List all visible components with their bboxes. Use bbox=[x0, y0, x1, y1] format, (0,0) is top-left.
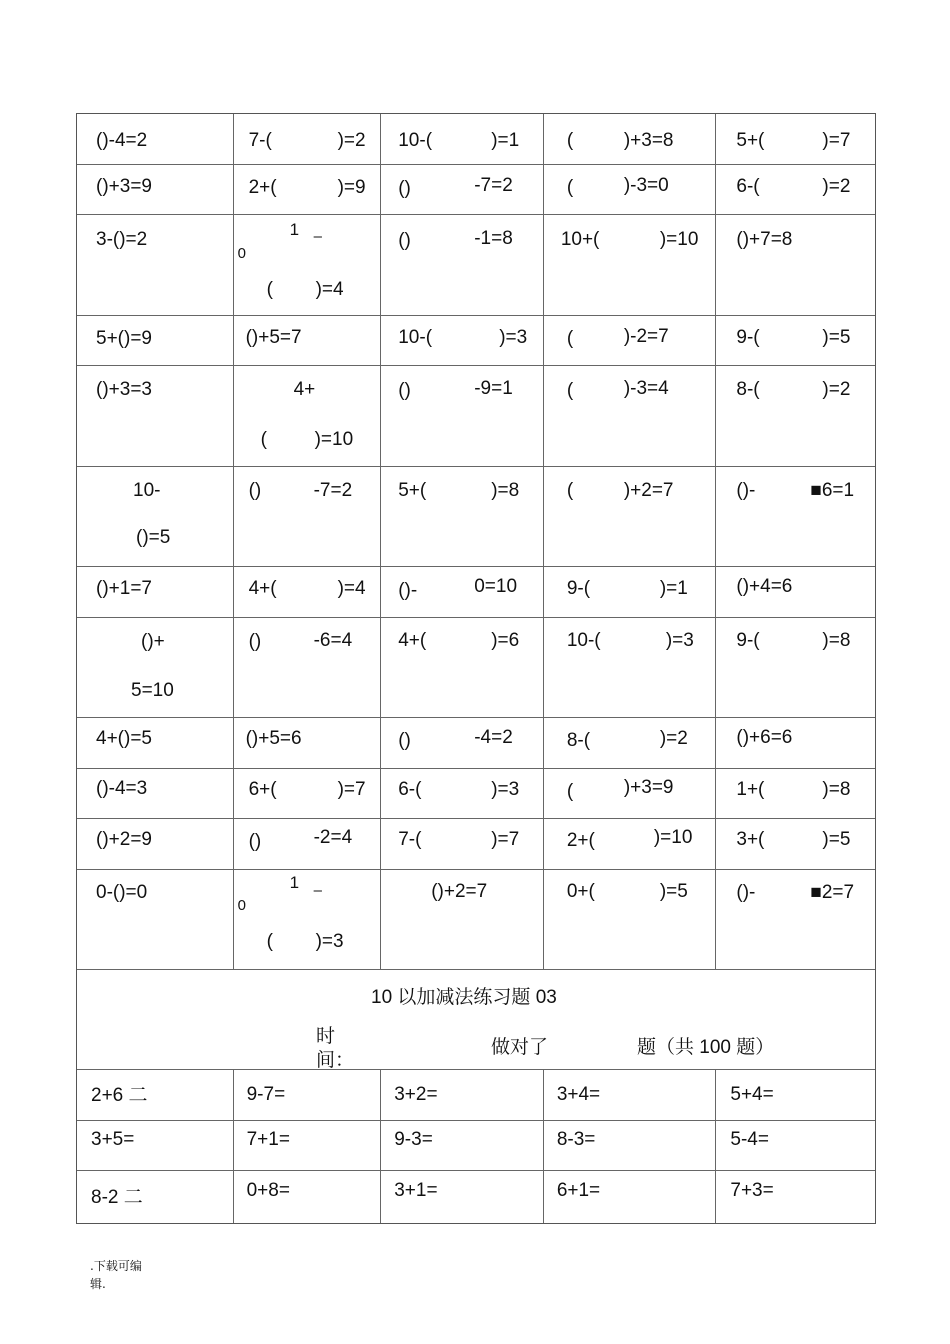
problem-text: 0-()=0 bbox=[96, 882, 148, 903]
problem-text: ()+2=7 bbox=[431, 881, 488, 902]
problem-cell bbox=[381, 316, 544, 365]
problem-cell bbox=[234, 718, 382, 768]
problem-text: )-3=0 bbox=[623, 175, 669, 196]
problem-text: ()+7=8 bbox=[736, 229, 793, 250]
problem-cell bbox=[234, 114, 382, 164]
practice-text: 3+1= bbox=[394, 1180, 438, 1201]
problem-text: )=5 bbox=[659, 881, 688, 902]
problem-text: -6=4 bbox=[313, 630, 353, 651]
practice-cell bbox=[544, 1121, 717, 1170]
problem-text: -2=4 bbox=[313, 827, 353, 848]
problem-text: ()- bbox=[736, 480, 756, 501]
problem-text: 3+( bbox=[736, 829, 765, 850]
problem-text: 5+( bbox=[736, 130, 765, 151]
table-row bbox=[77, 1070, 875, 1121]
problem-cell bbox=[234, 870, 382, 969]
problem-text: () bbox=[398, 730, 411, 751]
problem-cell bbox=[77, 567, 234, 617]
table-row bbox=[77, 1121, 875, 1171]
problem-text: )=8 bbox=[822, 779, 851, 800]
problem-cell bbox=[381, 165, 544, 214]
problem-text: ■6=1 bbox=[810, 480, 855, 501]
problem-cell bbox=[716, 114, 875, 164]
problem-text: )=3 bbox=[665, 630, 694, 651]
problem-cell bbox=[716, 618, 875, 717]
problem-cell bbox=[544, 114, 717, 164]
problem-text: 10- bbox=[133, 480, 161, 501]
worksheet-header bbox=[77, 970, 875, 1070]
problem-text: )=5 bbox=[822, 327, 851, 348]
problem-text: 5+()=9 bbox=[96, 328, 152, 349]
problem-cell bbox=[716, 165, 875, 214]
problem-text: 4+()=5 bbox=[96, 728, 152, 749]
practice-text: 5+4= bbox=[730, 1084, 774, 1105]
practice-text: 3+2= bbox=[394, 1084, 438, 1105]
problem-text: )=8 bbox=[822, 630, 851, 651]
table-row bbox=[77, 215, 875, 316]
practice-cell bbox=[716, 1171, 875, 1223]
problem-text: )=7 bbox=[822, 130, 851, 151]
practice-cell bbox=[77, 1171, 234, 1223]
problem-text: 10-( bbox=[566, 630, 601, 651]
problem-text: )-2=7 bbox=[623, 326, 669, 347]
problem-cell bbox=[77, 467, 234, 566]
problem-text: 0 bbox=[237, 245, 246, 262]
practice-text: 0+8= bbox=[246, 1180, 290, 1201]
problem-cell bbox=[77, 165, 234, 214]
problem-text: -9=1 bbox=[474, 378, 513, 399]
problem-text: )=10 bbox=[314, 429, 354, 450]
table-row bbox=[77, 316, 875, 366]
problem-cell bbox=[544, 870, 717, 969]
total-count-label: 题（共 100 题） bbox=[637, 1037, 775, 1058]
problem-cell bbox=[77, 366, 234, 466]
problem-text: )=7 bbox=[337, 779, 366, 800]
problem-cell bbox=[234, 165, 382, 214]
problem-text: 10+( bbox=[560, 229, 600, 250]
practice-text: 2+6 二 bbox=[91, 1085, 148, 1106]
problem-text: ()- bbox=[398, 580, 418, 601]
problem-cell bbox=[716, 819, 875, 869]
problem-text: ()+5=7 bbox=[245, 327, 302, 348]
table-row bbox=[77, 618, 875, 718]
practice-cell bbox=[716, 1070, 875, 1120]
problem-cell bbox=[381, 215, 544, 315]
practice-text: 3+4= bbox=[556, 1084, 601, 1105]
practice-cell bbox=[234, 1070, 382, 1120]
problem-text: )=10 bbox=[653, 827, 693, 848]
problem-cell bbox=[544, 618, 717, 717]
problem-cell bbox=[77, 769, 234, 818]
table-row bbox=[77, 718, 875, 769]
problem-text: 4+( bbox=[398, 630, 427, 651]
problem-text: )=5 bbox=[822, 829, 851, 850]
time-label: 时 bbox=[316, 1026, 336, 1047]
problem-text: ( bbox=[566, 130, 574, 151]
problem-cell bbox=[716, 316, 875, 365]
problem-cell bbox=[234, 215, 382, 315]
correct-count-label: 做对了 bbox=[491, 1037, 549, 1058]
practice-cell bbox=[544, 1070, 717, 1120]
problem-cell bbox=[544, 215, 717, 315]
problem-cell bbox=[544, 769, 717, 818]
problem-text: () bbox=[398, 178, 411, 199]
problem-text: -7=2 bbox=[313, 480, 353, 501]
problem-cell bbox=[544, 316, 717, 365]
problem-text: ()+3=3 bbox=[96, 379, 152, 400]
problem-text: ()=5 bbox=[136, 527, 171, 548]
problem-text: ()-4=3 bbox=[96, 778, 148, 799]
problem-text: )=6 bbox=[491, 630, 520, 651]
problem-text: ()-4=2 bbox=[96, 130, 148, 151]
problem-cell bbox=[716, 870, 875, 969]
problem-text: ( bbox=[566, 781, 574, 802]
problem-text: 6+( bbox=[248, 779, 277, 800]
problem-text: () bbox=[248, 631, 262, 652]
problem-text: ( bbox=[566, 480, 574, 501]
problem-text: ()- bbox=[736, 882, 756, 903]
problem-cell bbox=[544, 366, 717, 466]
problem-text: – bbox=[313, 882, 322, 899]
problem-text: ()+2=9 bbox=[96, 829, 152, 850]
practice-text: 7+1= bbox=[246, 1129, 290, 1150]
practice-text: 3+5= bbox=[91, 1129, 135, 1150]
practice-text: 9-3= bbox=[394, 1129, 433, 1150]
problem-cell bbox=[381, 870, 544, 969]
problem-text: 9-( bbox=[736, 327, 760, 348]
problem-cell bbox=[77, 870, 234, 969]
problem-text: -7=2 bbox=[474, 175, 513, 196]
problem-cell bbox=[716, 366, 875, 466]
problem-cell bbox=[381, 366, 544, 466]
problem-text: – bbox=[313, 228, 322, 245]
problem-cell bbox=[544, 467, 717, 566]
problem-cell bbox=[234, 467, 382, 566]
problem-cell bbox=[716, 467, 875, 566]
table-row bbox=[77, 567, 875, 618]
problem-text: )=2 bbox=[822, 176, 851, 197]
problem-cell bbox=[234, 769, 382, 818]
practice-cell bbox=[234, 1171, 382, 1223]
problem-cell bbox=[234, 316, 382, 365]
problem-cell bbox=[234, 567, 382, 617]
practice-text: 8-2 二 bbox=[91, 1187, 143, 1208]
problem-text: ()+5=6 bbox=[245, 728, 302, 749]
problem-text: () bbox=[248, 480, 262, 501]
problem-cell bbox=[716, 215, 875, 315]
problem-text: )=2 bbox=[337, 130, 366, 151]
problem-text: )+2=7 bbox=[623, 480, 674, 501]
problem-text: )=8 bbox=[491, 480, 520, 501]
problem-cell bbox=[77, 819, 234, 869]
problem-text: )=3 bbox=[315, 931, 344, 952]
practice-cell bbox=[381, 1121, 544, 1170]
worksheet-table bbox=[76, 113, 876, 1224]
practice-cell bbox=[234, 1121, 382, 1170]
table-row bbox=[77, 467, 875, 567]
problem-cell bbox=[716, 769, 875, 818]
problem-text: 0 bbox=[237, 897, 246, 914]
table-row bbox=[77, 769, 875, 819]
problem-text: )=1 bbox=[659, 578, 688, 599]
problem-text: )=4 bbox=[315, 279, 344, 300]
time-label: 间： bbox=[316, 1050, 355, 1071]
problem-text: ■2=7 bbox=[810, 882, 855, 903]
problem-text: () bbox=[398, 230, 411, 251]
table-row bbox=[77, 1171, 875, 1223]
problem-cell bbox=[234, 819, 382, 869]
problem-cell bbox=[544, 819, 717, 869]
problem-text: ()+3=9 bbox=[96, 176, 152, 197]
problem-cell bbox=[716, 567, 875, 617]
problem-text: )=9 bbox=[337, 177, 366, 198]
problem-text: )-3=4 bbox=[623, 378, 669, 399]
problem-text: )+3=8 bbox=[623, 130, 674, 151]
problem-cell bbox=[716, 718, 875, 768]
table-row bbox=[77, 870, 875, 970]
problem-text: )+3=9 bbox=[623, 777, 674, 798]
problem-text: () bbox=[398, 380, 411, 401]
problem-text: 7-( bbox=[248, 130, 272, 151]
problem-text: 9-( bbox=[566, 578, 591, 599]
problem-text: ( bbox=[260, 429, 267, 450]
footer-note bbox=[90, 1257, 160, 1293]
problem-cell bbox=[381, 467, 544, 566]
table-row bbox=[77, 165, 875, 215]
practice-cell bbox=[716, 1121, 875, 1170]
table-row bbox=[77, 819, 875, 870]
problem-text: ( bbox=[566, 380, 574, 401]
problem-text: 5+( bbox=[398, 480, 427, 501]
problem-text: )=4 bbox=[337, 578, 366, 599]
table-row bbox=[77, 366, 875, 467]
problem-text: )=1 bbox=[491, 130, 520, 151]
practice-cell bbox=[381, 1171, 544, 1223]
practice-cell bbox=[544, 1171, 717, 1223]
practice-text: 5-4= bbox=[730, 1129, 769, 1150]
problem-cell bbox=[544, 567, 717, 617]
problem-text: 5=10 bbox=[131, 680, 174, 701]
problem-text: 7-( bbox=[398, 829, 422, 850]
problem-text: 8-( bbox=[736, 379, 760, 400]
problem-cell bbox=[381, 567, 544, 617]
problem-text: ( bbox=[566, 328, 574, 349]
footer-line: 辑. bbox=[90, 1277, 106, 1291]
problem-text: () bbox=[248, 831, 262, 852]
practice-cell bbox=[77, 1070, 234, 1120]
problem-text: ()+4=6 bbox=[736, 576, 793, 597]
problem-text: 2+( bbox=[248, 177, 277, 198]
problem-text: 9-( bbox=[736, 630, 760, 651]
problem-text: ( bbox=[266, 279, 273, 300]
problem-cell bbox=[544, 718, 717, 768]
practice-cell bbox=[77, 1121, 234, 1170]
problem-text: ()+1=7 bbox=[96, 578, 152, 599]
problem-cell bbox=[77, 618, 234, 717]
problem-text: 1 bbox=[289, 220, 300, 239]
problem-cell bbox=[381, 618, 544, 717]
problem-text: 3-()=2 bbox=[96, 229, 148, 250]
practice-cell bbox=[381, 1070, 544, 1120]
problem-text: ()+6=6 bbox=[736, 727, 793, 748]
problem-text: 10-( bbox=[398, 130, 433, 151]
problem-cell bbox=[234, 618, 382, 717]
problem-cell bbox=[77, 718, 234, 768]
practice-text: 7+3= bbox=[730, 1180, 774, 1201]
problem-cell bbox=[77, 114, 234, 164]
problem-text: ( bbox=[566, 177, 574, 198]
practice-text: 9-7= bbox=[246, 1084, 286, 1105]
problem-cell bbox=[381, 718, 544, 768]
problem-text: ( bbox=[266, 931, 273, 952]
problem-text: )=2 bbox=[822, 379, 851, 400]
footer-line: .下载可编 bbox=[90, 1259, 142, 1273]
problem-text: -4=2 bbox=[474, 727, 513, 748]
problem-text: 1 bbox=[289, 873, 300, 892]
problem-text: 4+ bbox=[293, 379, 316, 400]
problem-text: 4+( bbox=[248, 578, 277, 599]
practice-text: 8-3= bbox=[556, 1129, 596, 1150]
problem-text: )=2 bbox=[659, 728, 688, 749]
problem-cell bbox=[381, 819, 544, 869]
problem-cell bbox=[381, 114, 544, 164]
problem-text: )=10 bbox=[659, 229, 699, 250]
practice-text: 6+1= bbox=[556, 1180, 601, 1201]
problem-text: )=3 bbox=[491, 779, 520, 800]
problem-text: -1=8 bbox=[474, 228, 513, 249]
worksheet-title: 10 以加减法练习题 03 bbox=[371, 987, 557, 1008]
problem-text: 10-( bbox=[398, 327, 433, 348]
problem-text: 1+( bbox=[736, 779, 765, 800]
problem-text: 0+( bbox=[566, 881, 595, 902]
problem-text: )=7 bbox=[491, 829, 520, 850]
table-row bbox=[77, 114, 875, 165]
problem-cell bbox=[544, 165, 717, 214]
problem-cell bbox=[77, 316, 234, 365]
problem-text: ()+ bbox=[141, 631, 165, 652]
problem-cell bbox=[381, 769, 544, 818]
problem-text: 6-( bbox=[398, 779, 422, 800]
problem-cell bbox=[234, 366, 382, 466]
problem-text: 2+( bbox=[566, 830, 595, 851]
problem-cell bbox=[77, 215, 234, 315]
problem-text: 6-( bbox=[736, 176, 760, 197]
problem-text: )=3 bbox=[499, 327, 528, 348]
problem-text: 8-( bbox=[566, 730, 591, 751]
problem-text: 0=10 bbox=[474, 576, 518, 597]
